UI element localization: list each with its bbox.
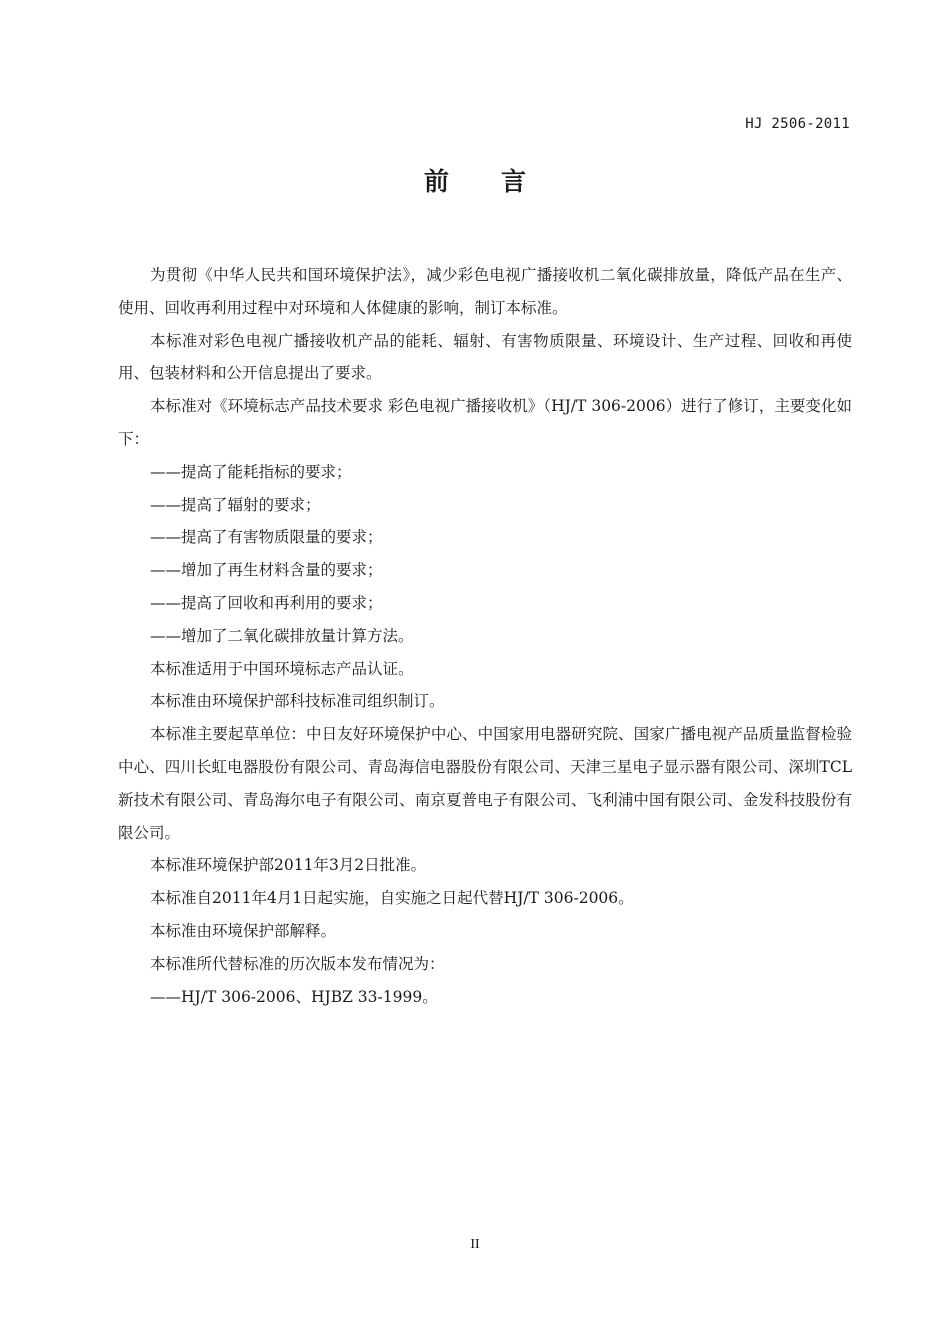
foreword-body (118, 259, 852, 1013)
standard-code: HJ 2506-2011 (745, 116, 850, 132)
paragraph-revision: 本标准对《环境标志产品技术要求 彩色电视广播接收机》（HJ/T 306-2006）进行了修订，主要变化如下： (118, 397, 852, 448)
list-item-change: ——增加了再生材料含量的要求； (150, 561, 383, 580)
page-title (0, 162, 950, 198)
list-item-change: ——增加了二氧化碳排放量计算方法。 (150, 626, 414, 645)
paragraph-scope-requirements: 本标准对彩色电视广播接收机产品的能耗、辐射、有害物质限量、环境设计、生产过程、回收和再使用、包装材料和公开信息提出了要求。 (118, 331, 852, 383)
paragraph-effective-date: 本标准自2011年4月1日起实施，自实施之日起代替HJ/T 306-2006。 (150, 889, 634, 908)
page-number: II (470, 1237, 480, 1252)
paragraph-interpretation: 本标准由环境保护部解释。 (150, 921, 337, 940)
paragraph-approval: 本标准环境保护部2011年3月2日批准。 (150, 856, 427, 875)
list-item-change: ——提高了能耗指标的要求； (150, 462, 352, 481)
paragraph-purpose: 为贯彻《中华人民共和国环境保护法》，减少彩色电视广播接收机二氧化碳排放量，降低产品在生产、使用、回收再利用过程中对环境和人体健康的影响，制订本标准。 (118, 266, 852, 317)
paragraph-applicability: 本标准适用于中国环境标志产品认证。 (150, 659, 414, 678)
paragraph-history-intro: 本标准所代替标准的历次版本发布情况为： (150, 954, 445, 973)
paragraph-drafting-units: 本标准主要起草单位：中日友好环境保护中心、中国家用电器研究院、国家广播电视产品质量监督检验中心、四川长虹电器股份有限公司、青岛海信电器股份有限公司、天津三星电子显示器有限公司、深圳TCL新技术有限公司、青岛海尔电子有限公司、南京夏普电子有限公司、飞利浦中国有限公司、金发科技股份有限公司。 (118, 725, 852, 842)
paragraph-organizer: 本标准由环境保护部科技标准司组织制订。 (150, 692, 445, 711)
list-item-change: ——提高了辐射的要求； (150, 495, 321, 514)
list-item-change: ——提高了回收和再利用的要求； (150, 593, 383, 612)
title-char-2: 言 (501, 167, 527, 196)
list-item-history: ——HJ/T 306-2006、HJBZ 33-1999。 (150, 987, 438, 1006)
list-item-change: ——提高了有害物质限量的要求； (150, 528, 383, 547)
title-char-1: 前 (423, 167, 449, 196)
